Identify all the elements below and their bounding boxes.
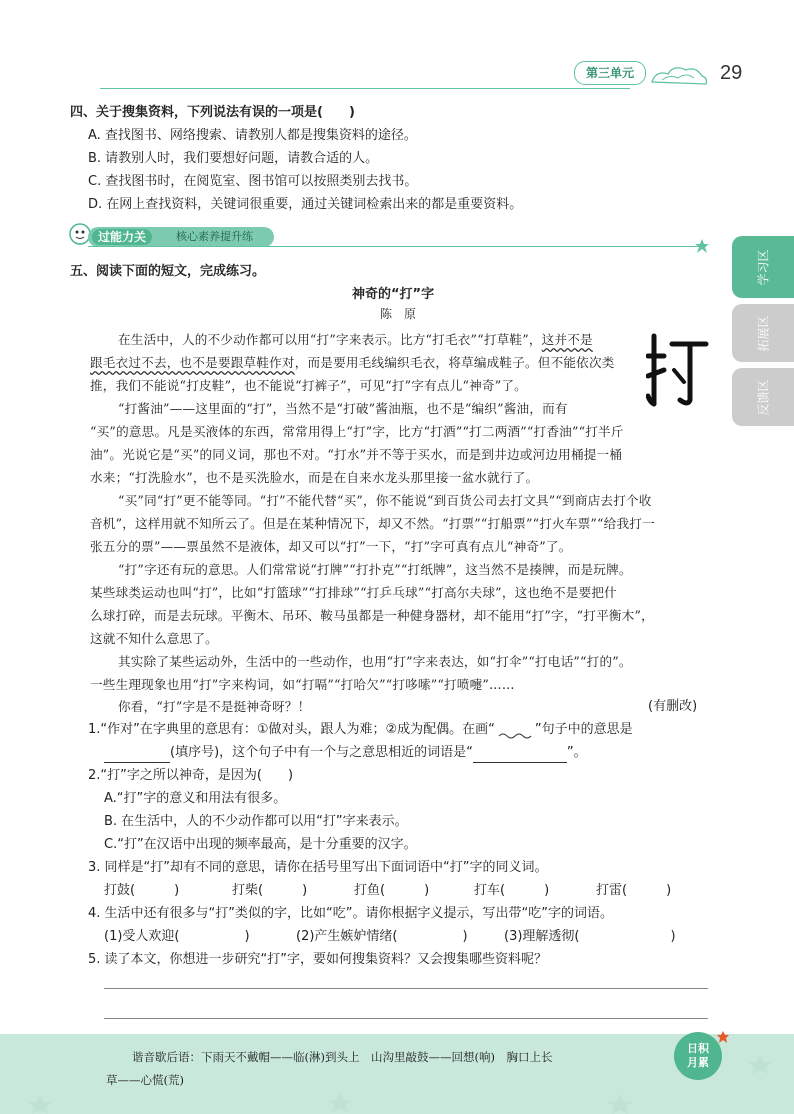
q3-item-3[interactable]: 打鱼( ) (354, 883, 430, 898)
p1-text: 在生活中，人的不少动作都可以用“打”字来表示。比方“打毛衣”“打草鞋”， (118, 332, 542, 347)
question-4: 4. 生活中还有很多与“打”类似的字，比如“吃”。请你根据字义提示，写出带“吃”字的词语。 (88, 906, 613, 921)
q1-answer-blank-2[interactable] (473, 748, 567, 763)
paragraph-1-line-3: 推，我们不能说“打皮鞋”，也不能说“打裤子”，可见“打”字有点儿“神奇”了。 (90, 378, 527, 393)
tab-feedback-area[interactable] (732, 368, 794, 426)
badge-text-top: 日积 (687, 1042, 709, 1055)
q3-item-5[interactable]: 打雷( ) (596, 883, 672, 898)
q3-item-2[interactable]: 打柴( ) (232, 883, 308, 898)
q1-text: ”句子中的意思是 (534, 722, 633, 737)
paragraph-3-line-3: 张五分的票”——票虽然不是液体，却又可以“打”一下，“打”字可真有点儿“神奇”了。 (90, 539, 572, 554)
question-5: 5. 读了本文，你想进一步研究“打”字，要如何搜集资料？又会搜集哪些资料呢？ (88, 952, 548, 967)
daily-accumulation-badge (674, 1032, 722, 1080)
option-c: C. 查找图书时，在阅览室、图书馆可以按照类别去找书。 (88, 174, 418, 189)
paragraph-1-line-2 (90, 353, 615, 373)
q4-item-1[interactable]: (1)受人欢迎( ) (104, 929, 250, 944)
q3-item-4[interactable]: 打车( ) (474, 883, 550, 898)
q2-option-a: A.“打”字的意义和用法有很多。 (104, 791, 287, 806)
ancient-character-da-icon (646, 330, 710, 410)
paragraph-4-line-2: 某些球类运动也叫“打”，比如“打篮球”“打排球”“打乒乓球”“打高尔夫球”，这也绝不是要把什 (90, 585, 617, 600)
tab-label: 反馈区 (756, 378, 771, 416)
footer-proverb-line-1: 谐音歇后语：下雨天不戴帽——临(淋)到头上 山沟里敲鼓——回想(响) 胸口上长 (132, 1050, 553, 1064)
section4-title: 四、关于搜集资料，下列说法有误的一项是( ) (70, 105, 355, 120)
q3-item-1[interactable]: 打鼓( ) (104, 883, 180, 898)
question-3: 3. 同样是“打”却有不同的意思，请你在括号里写出下面词语中“打”字的同义词。 (88, 860, 548, 875)
paragraph-1-line-1 (118, 330, 593, 350)
banner-subtitle: 核心素养提升练 (176, 230, 253, 243)
q1-text: 1.“作对”在字典里的意思有：①做对头，跟人为难；②成为配偶。在画“ (88, 722, 495, 737)
paragraph-2-line-2: “买”的意思。凡是买液体的东西，常常用得上“打”字，比方“打酒”“打二两酒”“打香油”“打半斤 (90, 424, 624, 439)
star-icon (694, 238, 710, 254)
option-b: B. 请教别人时，我们要想好问题，请教合适的人。 (88, 151, 379, 166)
paragraph-5-line-2: 一些生理现象也用“打”字来构词，如“打嗝”“打哈欠”“打哆嗦”“打喷嚏”…… (90, 677, 515, 692)
passage-title: 神奇的“打”字 (352, 287, 435, 302)
edit-note: (有删改) (648, 699, 698, 714)
passage-author: 陈 原 (380, 307, 417, 321)
q4-item-3[interactable]: (3)理解透彻( ) (504, 929, 676, 944)
q1-text: (填序号)，这个句子中有一个与之意思相近的词语是“ (170, 745, 473, 760)
q2-option-b: B. 在生活中，人的不少动作都可以用“打”字来表示。 (104, 814, 408, 829)
cloud-decoration-icon (648, 62, 710, 88)
banner-divider (88, 246, 706, 247)
p1-wavy-underline: 跟毛衣过不去，也不是要跟草鞋作对 (90, 355, 295, 370)
paragraph-2-line-3: 油”。光说它是“买”的同义词，那也不对。“打水”并不等于买水，而是到井边或河边用桶提一桶 (90, 447, 623, 462)
tab-label: 拓展区 (756, 314, 771, 352)
header-divider (100, 88, 630, 89)
paragraph-4-line-3: 么球打碎，而是去玩球。平衡木、吊环、鞍马虽都是一种健身器材，却不能用“打”字，“打平衡木”， (90, 608, 654, 623)
q1-answer-blank-1[interactable] (104, 748, 170, 763)
option-d: D. 在网上查找资料，关键词很重要，通过关键词检索出来的都是重要资料。 (88, 197, 523, 212)
q5-answer-line-1[interactable] (104, 988, 708, 989)
paragraph-6: 你看，“打”字是不是挺神奇呀？！ (118, 699, 311, 714)
p1-text: ，而是要用毛线编织毛衣，将草编成鞋子。但不能依次类 (294, 355, 615, 370)
tab-study-area[interactable] (732, 236, 794, 298)
wavy-mark-sample (495, 726, 535, 740)
question-1-line-1 (88, 720, 633, 740)
banner-label: 过能力关 (92, 229, 152, 245)
paragraph-2-line-4: 水来；“打洗脸水”，也不是买洗脸水，而是在自来水龙头那里接一盆水就行了。 (90, 470, 539, 485)
tab-label: 学习区 (756, 248, 771, 286)
paragraph-3-line-2: 音机”，这样用就不知所云了。但是在某种情况下，却又不然。“打票”“打船票”“打火车票”“给我打一 (90, 516, 655, 531)
unit-label: 第三单元 (574, 61, 646, 85)
q4-item-2[interactable]: (2)产生嫉妒情绪( ) (296, 929, 468, 944)
option-a: A. 查找图书、网络搜索、请教别人都是搜集资料的途径。 (88, 128, 417, 143)
q1-text: ”。 (566, 745, 587, 760)
q2-option-c: C.“打”在汉语中出现的频率最高，是十分重要的汉字。 (104, 837, 417, 852)
question-2: 2.“打”字之所以神奇，是因为( ) (88, 768, 294, 783)
tab-extension-area[interactable] (732, 304, 794, 362)
paragraph-4-line-4: 这就不知什么意思了。 (90, 631, 218, 646)
red-star-icon (716, 1030, 730, 1044)
p1-wavy-underline: 这并不是 (541, 332, 593, 347)
footer-proverb-line-2: 草——心慌(荒) (106, 1073, 184, 1087)
paragraph-3-line-1: “买”同“打”更不能等同。“打”不能代替“买”，你不能说“到百货公司去打文具”“到商店去打个收 (118, 493, 652, 508)
page-number: 29 (720, 62, 743, 84)
question-1-line-2 (104, 743, 587, 763)
badge-text-bottom: 月累 (687, 1056, 709, 1069)
q5-answer-line-2[interactable] (104, 1018, 708, 1019)
section5-title: 五、阅读下面的短文，完成练习。 (70, 264, 266, 279)
paragraph-2-line-1: “打酱油”——这里面的“打”，当然不是“打破”酱油瓶，也不是“编织”酱油，而有 (118, 401, 568, 416)
paragraph-5-line-1: 其实除了某些运动外，生活中的一些动作，也用“打”字来表达，如“打伞”“打电话”“打的”。 (118, 654, 632, 669)
paragraph-4-line-1: “打”字还有玩的意思。人们常常说“打牌”“打扑克”“打纸牌”，这当然不是揍牌，而是玩牌。 (118, 562, 632, 577)
